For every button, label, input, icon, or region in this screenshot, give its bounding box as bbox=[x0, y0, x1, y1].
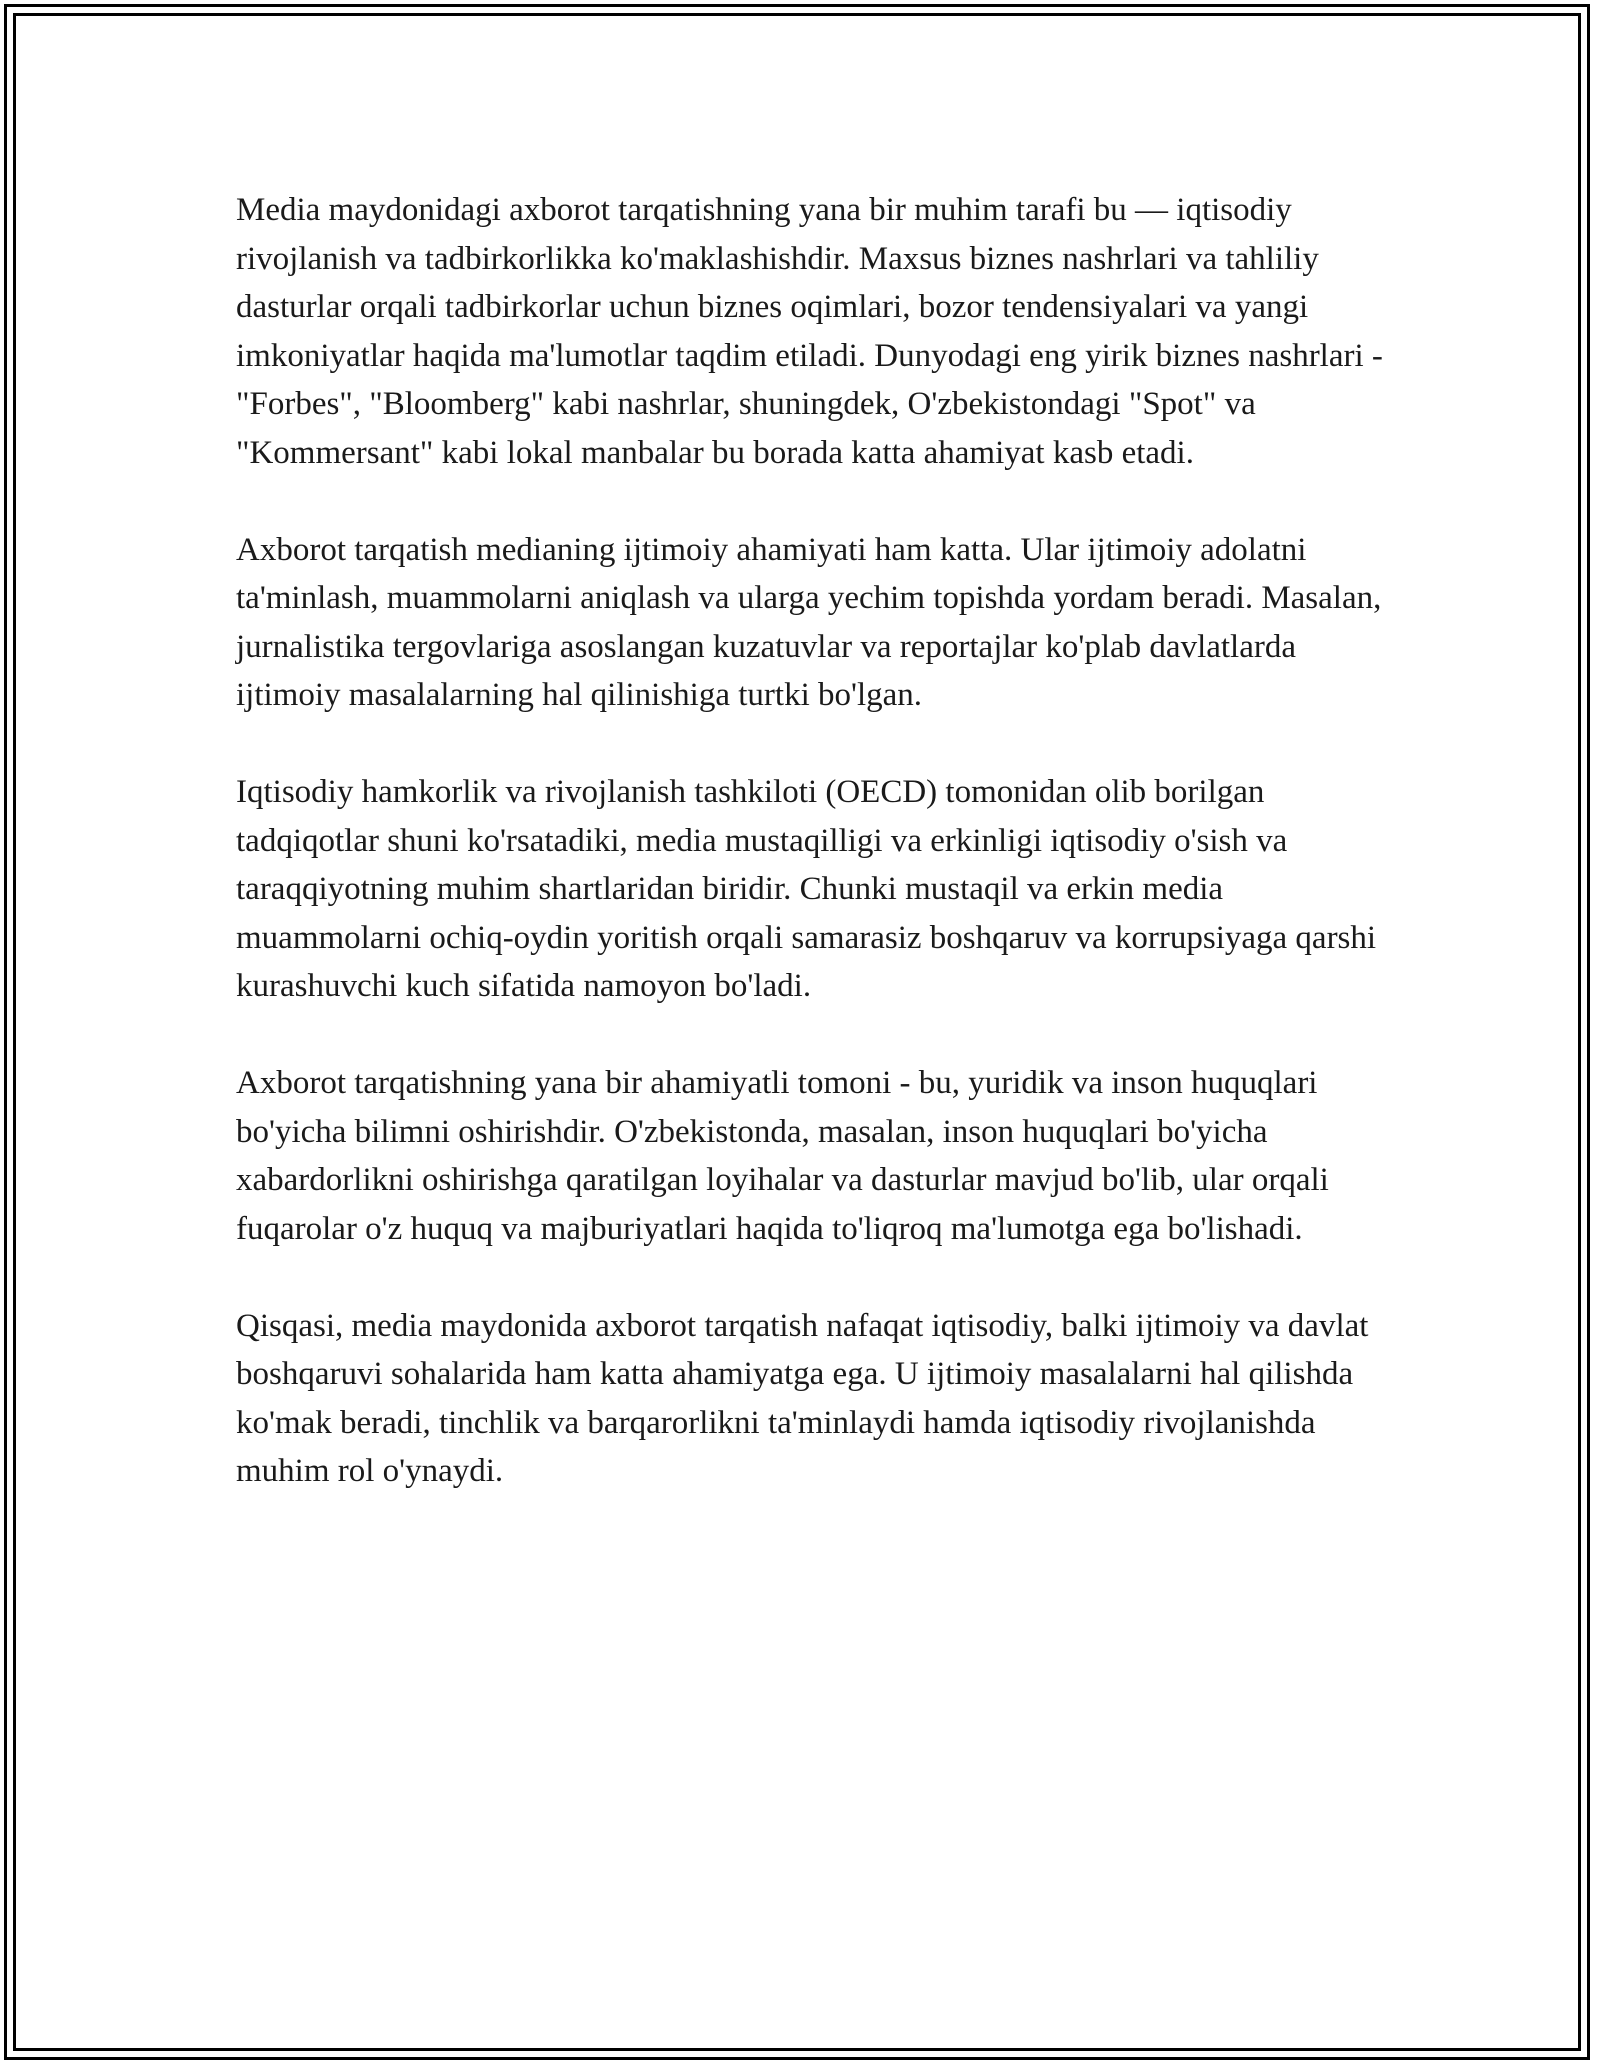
paragraph-5: Qisqasi, media maydonida axborot tarqatish nafaqat iqtisodiy, balki ijtimoiy va davlat boshqaruvi sohalarida ham katta ahamiyatga ega. U ijtimoiy masalalarni hal qilishda ko'mak beradi, tinchlik va barqarorlikni ta'minlaydi hamda iqtisodiy rivojlanishda muhim rol o'ynaydi. bbox=[236, 1307, 1369, 1489]
paragraph-1: Media maydonidagi axborot tarqatishning yana bir muhim tarafi bu — iqtisodiy rivojlanish va tadbirkorlikka ko'maklashishdir. Maxsus biznes nashrlari va tahliliy dasturlar orqali tadbirkorlar uchun biznes oqimlari, bozor tendensiyalari va yangi imkoniyatlar haqida ma'lumotlar taqdim etiladi. Dunyodagi eng yirik biznes nashrlari - "Forbes", "Bloomberg" kabi nashrlar, shuningdek, O'zbekistondagi "Spot" va "Kommersant" kabi lokal manbalar bu borada katta ahamiyat kasb etadi. bbox=[236, 192, 1383, 471]
paragraph-3: Iqtisodiy hamkorlik va rivojlanish tashkiloti (OECD) tomonidan olib borilgan tadqiqotlar shuni ko'rsatadiki, media mustaqilligi va erkinligi iqtisodiy o'sish va taraqqiyotning muhim shartlaridan biridir. Chunki mustaqil va erkin media muammolarni ochiq-oydin yoritish orqali samarasiz boshqaruv va korrupsiyaga qarshi kurashuvchi kuch sifatida namoyon bo'ladi. bbox=[236, 774, 1377, 1004]
paragraph-4: Axborot tarqatishning yana bir ahamiyatli tomoni - bu, yuridik va inson huquqlari bo'yicha bilimni oshirishdir. O'zbekistonda, masalan, inson huquqlari bo'yicha xabardorlikni oshirishga qaratilgan loyihalar va dasturlar mavjud bo'lib, ular orqali fuqarolar o'z huquq va majburiyatlari haqida to'liqroq ma'lumotga ega bo'lishadi. bbox=[236, 1065, 1329, 1247]
document-body bbox=[236, 186, 1386, 1544]
paragraph-2: Axborot tarqatish medianing ijtimoiy ahamiyati ham katta. Ular ijtimoiy adolatni ta'minlash, muammolarni aniqlash va ularga yechim topishda yordam beradi. Masalan, jurnalistika tergovlariga asoslangan kuzatuvlar va reportajlar ko'plab davlatlarda ijtimoiy masalalarning hal qilinishiga turtki bo'lgan. bbox=[236, 531, 1382, 713]
